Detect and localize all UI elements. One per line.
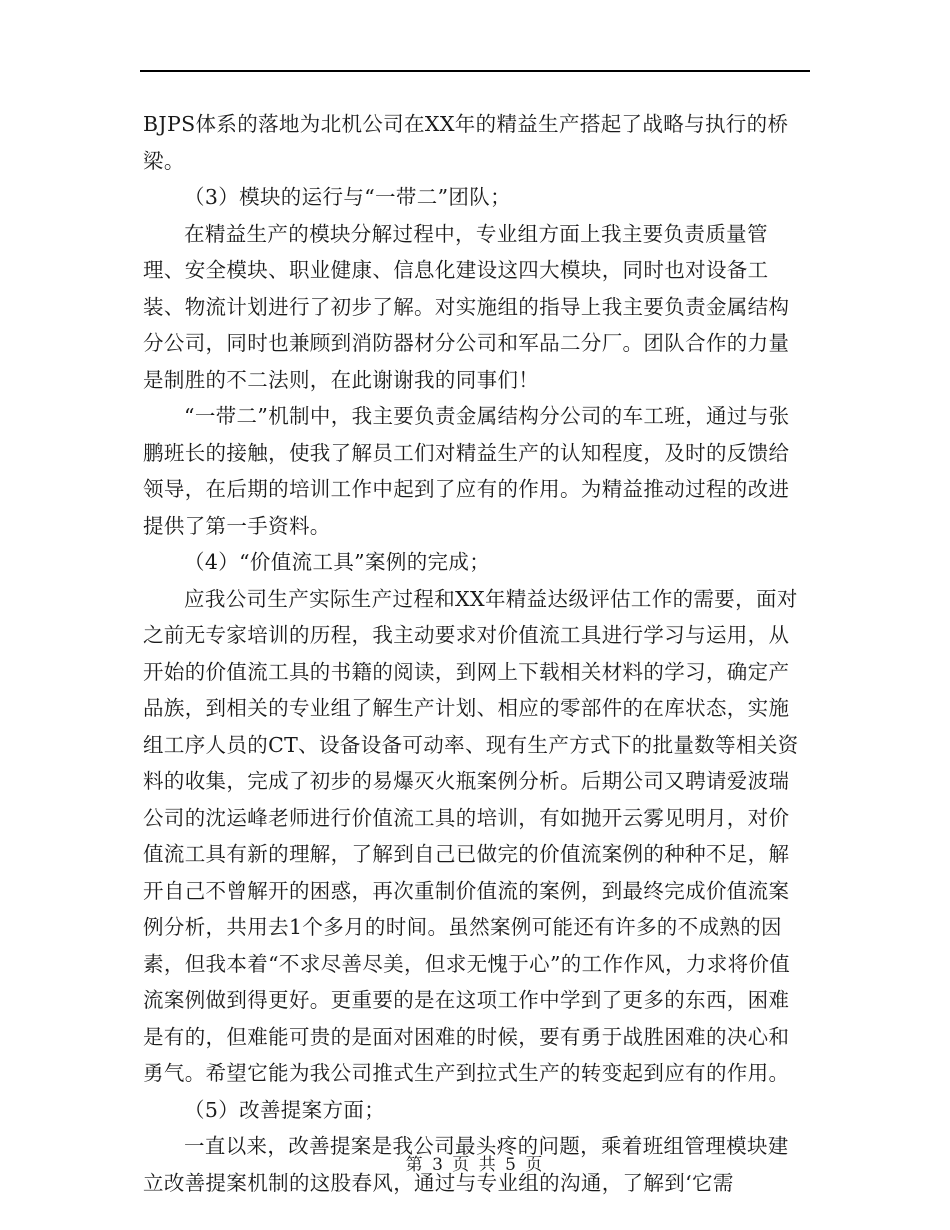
section-heading-3: （3）模块的运行与“一带二”团队；	[184, 185, 511, 209]
section-heading-4: （4）“价值流工具”案例的完成；	[184, 550, 491, 574]
document-body	[143, 106, 807, 1201]
page-footer: 第 3 页 共 5 页	[405, 1155, 545, 1175]
header-rule	[140, 70, 810, 72]
paragraph-bjps-conclusion: BJPS体系的落地为北机公司在XX年的精益生产搭起了战略与执行的桥梁。	[143, 112, 789, 173]
section-heading-5: （5）改善提案方面；	[184, 1097, 386, 1122]
paragraph-one-leads-two: “一带二”机制中，我主要负责金属结构分公司的车工班，通过与张鹏班长的接触，使我了解员工们对精益生产的认知程度，及时的反馈给领导，在后期的培训工作中起到了应有的作用。为精益推动过程的改进提供了第一手资料。	[143, 404, 790, 538]
paragraph-improvement-proposal: 一直以来，改善提案是我公司最头疼的问题，乘着班组管理模块建立改善提案机制的这股春风，通过与专业组的沟通，了解到‘它需	[143, 1134, 789, 1195]
paragraph-value-stream: 应我公司生产实际生产过程和XX年精益达级评估工作的需要，面对之前无专家培训的历程，我主动要求对价值流工具进行学习与运用，从开始的价值流工具的书籍的阅读，到网上下载相关材料的学习，确定产品族，到相关的专业组了解生产计划、相应的零部件的在库状态，实施组工序人员的CT、设备设备可动率、现有生产方式下的批量数等相关资料的收集，完成了初步的易爆灭火瓶案例分析。后期公司又聘请爱波瑞公司的沈运峰老师进行价值流工具的培训，有如抛开云雾见明月，对价值流工具有新的理解，了解到自己已做完的价值流案例的种种不足，解开自己不曾解开的困惑，再次重制价值流的案例，到最终完成价值流案例分析，共用去1个多月的时间。虽然案例可能还有许多的不成熟的因素，但我本着“不求尽善尽美，但求无愧于心”的工作作风，力求将价值流案例做到得更好。更重要的是在这项工作中学到了更多的东西，困难是有的，但难能可贵的是面对困难的时候，要有勇于战胜困难的决心和勇气。希望它能为我公司推式生产到拉式生产的转变起到应有的作用。	[143, 586, 799, 1085]
paragraph-module-decomposition: 在精益生产的模块分解过程中，专业组方面上我主要负责质量管理、安全模块、职业健康、信息化建设这四大模块，同时也对设备工装、物流计划进行了初步了解。对实施组的指导上我主要负责金属结构分公司，同时也兼顾到消防器材分公司和军品二分厂。团队合作的力量是制胜的不二法则，在此谢谢我的同事们！	[143, 221, 790, 392]
